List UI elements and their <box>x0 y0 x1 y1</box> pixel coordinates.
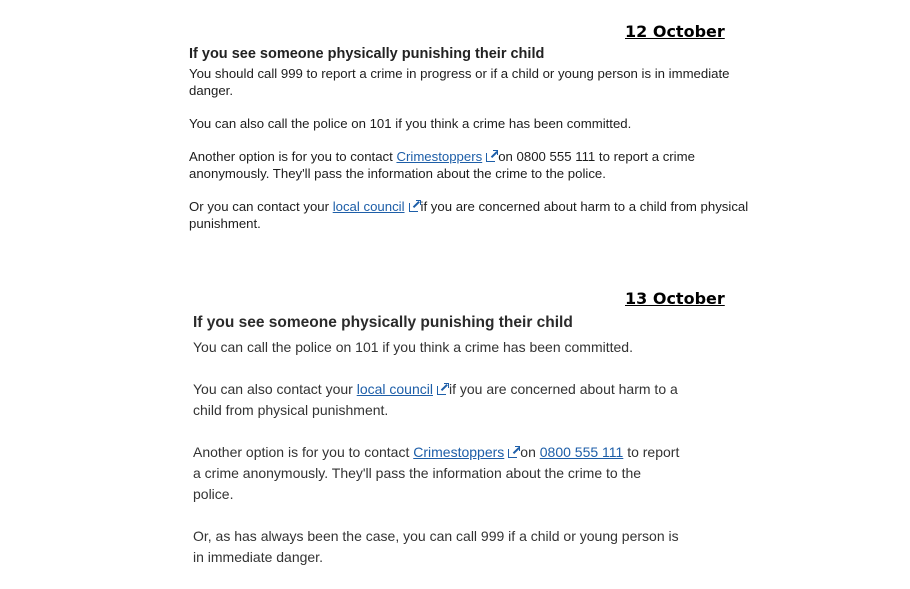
paragraph-text: if you are concerned about harm to a child from physical punishment. <box>193 381 678 418</box>
crimestoppers-link[interactable]: Crimestoppers <box>396 149 483 164</box>
phone-number-link[interactable]: 0800 555 111 <box>539 444 624 460</box>
paragraph-text: Another option is for you to contact <box>189 149 393 164</box>
date-label-13-october: 13 October <box>625 289 725 308</box>
external-link-icon <box>508 449 517 458</box>
paragraph-local-council <box>193 379 683 421</box>
paragraph-text: You can also contact your <box>193 381 353 397</box>
paragraph-text: on <box>520 444 536 460</box>
paragraph-call-101: You can call the police on 101 if you think a crime has been committed. <box>193 339 633 355</box>
paragraph-text: on 0800 555 111 to report a crime anonymously. They'll pass the information about the crime to the police. <box>189 149 695 181</box>
paragraph-local-council <box>189 198 749 232</box>
paragraph-crimestoppers <box>189 148 749 182</box>
panel-heading: If you see someone physically punishing their child <box>193 314 573 331</box>
paragraph-crimestoppers <box>193 442 683 505</box>
paragraph-call-999: Or, as has always been the case, you can call 999 if a child or young person is in immediate danger. <box>193 528 679 565</box>
local-council-link[interactable]: local council <box>332 199 405 214</box>
external-link-icon <box>437 386 446 395</box>
crimestoppers-link[interactable]: Crimestoppers <box>413 444 505 460</box>
panel-heading: If you see someone physically punishing their child <box>189 46 545 62</box>
guidance-panel-12-october <box>189 45 749 248</box>
paragraph-text: Another option is for you to contact <box>193 444 410 460</box>
paragraph-call-999: You should call 999 to report a crime in progress or if a child or young person is in immediate danger. <box>189 66 730 98</box>
external-link-icon <box>486 153 495 162</box>
date-label-12-october: 12 October <box>625 22 725 41</box>
paragraph-call-101: You can also call the police on 101 if you think a crime has been committed. <box>189 116 632 131</box>
guidance-panel-13-october <box>193 313 683 589</box>
paragraph-text: to report a crime anonymously. They'll pass the information about the crime to the police. <box>193 444 680 502</box>
external-link-icon <box>409 203 418 212</box>
paragraph-text: if you are concerned about harm to a child from physical punishment. <box>189 199 749 231</box>
paragraph-text: Or you can contact your <box>189 199 330 214</box>
local-council-link[interactable]: local council <box>356 381 433 397</box>
